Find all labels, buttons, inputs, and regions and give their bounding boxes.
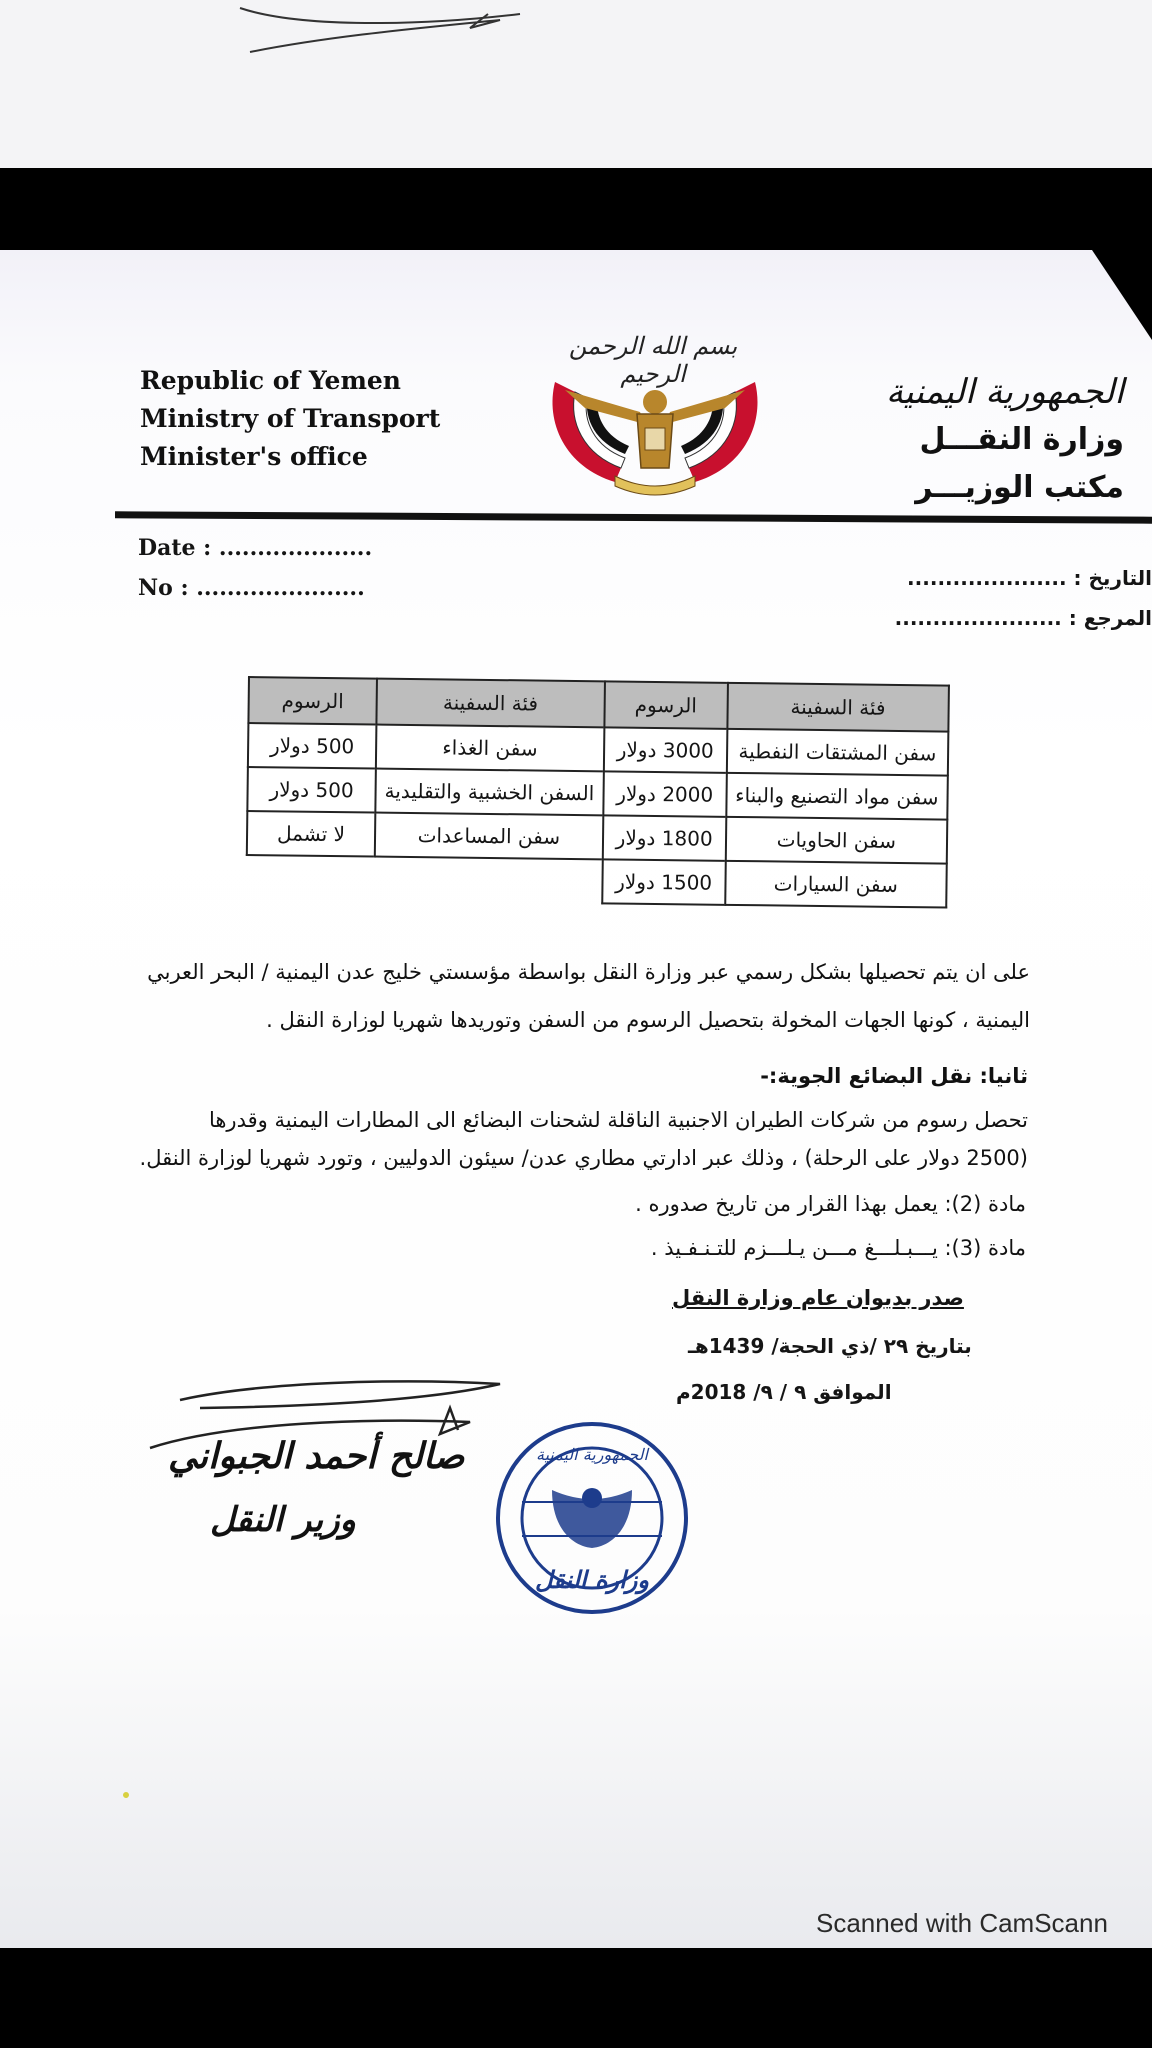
article-2: مادة (2): يعمل بهذا القرار من تاريخ صدوره . bbox=[635, 1192, 1026, 1216]
table-cell: 1800 دولار bbox=[602, 815, 726, 860]
signature-remnant bbox=[0, 0, 1152, 168]
date-field-en: Date : .................... bbox=[138, 535, 373, 561]
scan-border-top bbox=[0, 168, 1152, 250]
table-cell: سفن الغذاء bbox=[376, 725, 604, 772]
table-cell: 2000 دولار bbox=[603, 771, 727, 816]
table-cell-empty bbox=[374, 857, 602, 904]
table-header-cell: فئة السفينة bbox=[376, 679, 604, 728]
letterhead-office-ar: مكتب الوزيـــر bbox=[915, 470, 1124, 505]
table-cell: سفن المشتقات النفطية bbox=[727, 729, 949, 776]
table-cell: سفن المساعدات bbox=[375, 813, 603, 860]
minister-name: صالح أحمد الجبواني bbox=[168, 1436, 465, 1477]
table-cell: سفن مواد التصنيع والبناء bbox=[726, 773, 948, 820]
basmala-calligraphy: بسم الله الرحمن الرحيم bbox=[568, 332, 738, 388]
letterhead-country-ar: الجمهورية اليمنية bbox=[885, 372, 1124, 412]
table-cell: سفن السيارات bbox=[725, 861, 947, 908]
paragraph-line: (2500 دولار على الرحلة) ، وذلك عبر ادارتي مطاري عدن/ سيئون الدوليين ، وتورد شهريا لوزارة النقل. bbox=[139, 1146, 1028, 1170]
table-cell: 500 دولار bbox=[248, 723, 377, 769]
ministry-stamp-icon bbox=[492, 1418, 692, 1618]
ship-fees-table bbox=[245, 676, 950, 909]
table-cell: 1500 دولار bbox=[602, 859, 726, 904]
previous-page-strip bbox=[0, 0, 1152, 168]
reference-field-ar: المرجع : ...................... bbox=[894, 606, 1152, 630]
table-cell: 3000 دولار bbox=[604, 727, 728, 772]
scan-border-bottom bbox=[0, 1948, 1152, 2048]
table-header-cell: فئة السفينة bbox=[727, 683, 949, 732]
issued-at: صدر بديوان عام وزارة النقل bbox=[672, 1286, 964, 1310]
letterhead-ministry-ar: وزارة النقـــل bbox=[919, 422, 1124, 457]
hijri-date: بتاريخ ٢٩ /ذي الحجة/ 1439هـ bbox=[688, 1334, 972, 1358]
arabic-date-fields bbox=[895, 558, 1152, 638]
arabic-letterhead bbox=[886, 368, 1124, 512]
table-cell: السفن الخشبية والتقليدية bbox=[375, 769, 603, 816]
stamp-bottom-text: وزارة النقل bbox=[535, 1566, 649, 1594]
scan-speck bbox=[123, 1792, 129, 1798]
number-field-en: No : ...................... bbox=[138, 575, 365, 601]
stamp-top-text: الجمهورية اليمنية bbox=[535, 1445, 649, 1464]
letterhead-office: Minister's office bbox=[140, 442, 368, 471]
table-header-cell: الرسوم bbox=[248, 677, 377, 725]
section-heading: ثانيا: نقل البضائع الجوية:- bbox=[760, 1064, 1028, 1088]
table-cell: لا تشمل bbox=[247, 811, 376, 857]
paragraph-line: تحصل رسوم من شركات الطيران الاجنبية الناقلة لشحنات البضائع الى المطارات اليمنية وقدرها bbox=[208, 1108, 1028, 1132]
table-header-cell: الرسوم bbox=[604, 681, 728, 728]
table-row bbox=[246, 855, 946, 908]
page-corner bbox=[1092, 250, 1152, 340]
letterhead-country: Republic of Yemen bbox=[140, 366, 401, 395]
english-date-fields bbox=[138, 528, 372, 608]
minister-title: وزير النقل bbox=[210, 1500, 356, 1540]
camscanner-watermark: Scanned with CamScann bbox=[816, 1908, 1108, 1938]
paragraph-line: على ان يتم تحصيلها بشكل رسمي عبر وزارة النقل بواسطة مؤسستي خليج عدن اليمنية / البحر العربي bbox=[147, 960, 1030, 984]
gregorian-date: الموافق ٩ / ٩/ 2018م bbox=[676, 1380, 892, 1404]
date-field-ar: التاريخ : ..................... bbox=[907, 566, 1152, 590]
table-cell: سفن الحاويات bbox=[725, 817, 947, 864]
english-letterhead bbox=[140, 362, 440, 476]
paragraph-line: اليمنية ، كونها الجهات المخولة بتحصيل الرسوم من السفن وتوريدها شهريا لوزارة النقل . bbox=[266, 1008, 1030, 1032]
table-cell: 500 دولار bbox=[247, 767, 376, 813]
letterhead-ministry: Ministry of Transport bbox=[140, 404, 441, 433]
table-cell-empty bbox=[246, 855, 375, 901]
yemen-emblem-icon bbox=[545, 372, 765, 502]
article-3: مادة (3): يـــبـلـــغ مـــن يـلـــزم للتـنـفـيذ . bbox=[650, 1236, 1026, 1260]
